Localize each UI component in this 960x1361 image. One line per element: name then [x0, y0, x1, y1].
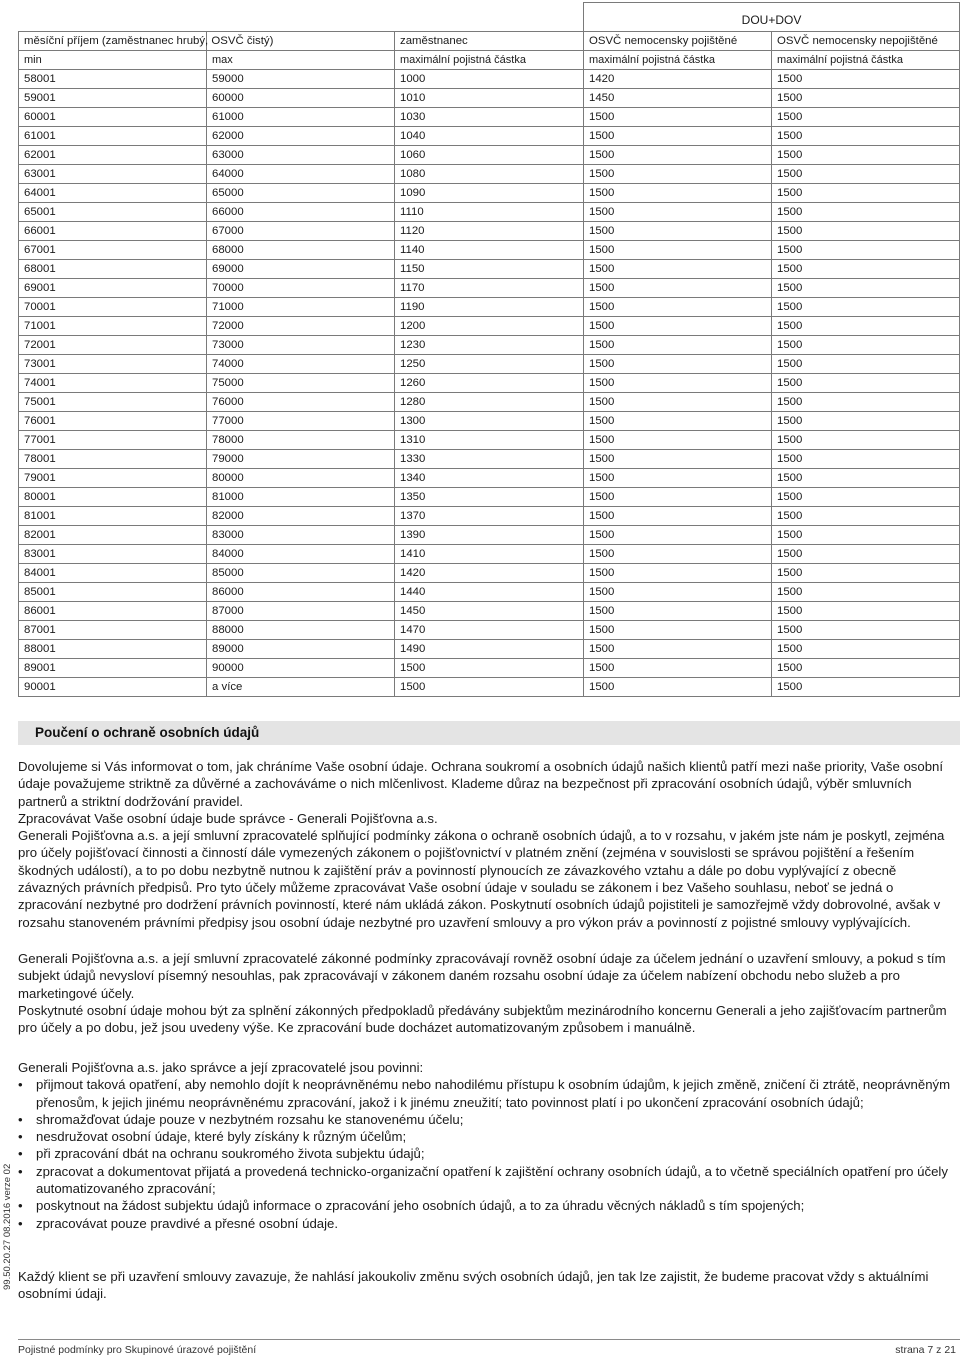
cell-employee-amount: 1150: [395, 260, 584, 279]
table-row: [19, 336, 960, 355]
cell-max: 82000: [207, 507, 395, 526]
cell-osvc-insured-amount: 1500: [584, 203, 772, 222]
cell-osvc-insured-amount: 1500: [584, 678, 772, 697]
cell-osvc-uninsured-amount: 1500: [772, 89, 960, 108]
cell-min: 65001: [19, 203, 207, 222]
header-osvc-insured: OSVČ nemocensky pojištěné: [584, 32, 772, 51]
cell-osvc-insured-amount: 1500: [584, 564, 772, 583]
cell-osvc-insured-amount: 1500: [584, 222, 772, 241]
table-row: [19, 659, 960, 678]
table-row: [19, 374, 960, 393]
cell-osvc-uninsured-amount: 1500: [772, 488, 960, 507]
table-row: [19, 298, 960, 317]
cell-max: 83000: [207, 526, 395, 545]
cell-min: 79001: [19, 469, 207, 488]
notice-header-bar: [18, 721, 960, 745]
cell-employee-amount: 1060: [395, 146, 584, 165]
table-row: [19, 564, 960, 583]
cell-osvc-insured-amount: 1500: [584, 488, 772, 507]
notice-paragraph-final: Každý klient se při uzavření smlouvy zavazuje, že nahlásí jakoukoliv změnu svých osobních údajů, jen tak lze zajistit, že budeme pracovat vždy s aktuálními osobními údaji.: [18, 1269, 929, 1302]
table-row: [19, 621, 960, 640]
cell-osvc-insured-amount: 1500: [584, 659, 772, 678]
cell-min: 75001: [19, 393, 207, 412]
cell-max: 84000: [207, 545, 395, 564]
notice-paragraph-marketing: Generali Pojišťovna a.s. a její smluvní zpracovatelé zákonné podmínky zpracovávají rovněž osobní údaje za účelem jednání o uzavření smlouvy, a pokud s tím subjekt údajů nevysloví písemný nesouhlas, pak zpracovávají v zákonem daném rozsahu osobní údaje za účelem nabízení obchodu nebo služeb a pro marketingové účely.: [18, 951, 946, 1001]
obligation-item: • poskytnout na žádost subjektu údajů informace o zpracování jeho osobních údajů, a to za úhradu věcných nákladů s tím spojených;: [18, 1197, 960, 1214]
table-row: [19, 678, 960, 697]
cell-min: 76001: [19, 412, 207, 431]
cell-employee-amount: 1340: [395, 469, 584, 488]
cell-osvc-uninsured-amount: 1500: [772, 602, 960, 621]
cell-osvc-insured-amount: 1500: [584, 602, 772, 621]
cell-employee-amount: 1390: [395, 526, 584, 545]
cell-min: 62001: [19, 146, 207, 165]
cell-osvc-insured-amount: 1500: [584, 469, 772, 488]
cell-min: 78001: [19, 450, 207, 469]
cell-osvc-insured-amount: 1500: [584, 165, 772, 184]
cell-max: 80000: [207, 469, 395, 488]
group-header-row: [19, 3, 960, 32]
cell-osvc-insured-amount: 1500: [584, 279, 772, 298]
cell-max: 65000: [207, 184, 395, 203]
cell-osvc-insured-amount: 1500: [584, 640, 772, 659]
cell-osvc-uninsured-amount: 1500: [772, 317, 960, 336]
cell-min: 73001: [19, 355, 207, 374]
footer-document-title: Pojistné podmínky pro Skupinové úrazové pojištění: [18, 1344, 257, 1356]
table-row: [19, 260, 960, 279]
cell-min: 67001: [19, 241, 207, 260]
table-row: [19, 317, 960, 336]
cell-osvc-insured-amount: 1500: [584, 393, 772, 412]
cell-osvc-insured-amount: 1500: [584, 336, 772, 355]
table-row: [19, 165, 960, 184]
cell-min: 72001: [19, 336, 207, 355]
cell-max: 66000: [207, 203, 395, 222]
cell-osvc-insured-amount: 1500: [584, 431, 772, 450]
table-row: [19, 583, 960, 602]
cell-osvc-uninsured-amount: 1500: [772, 127, 960, 146]
cell-osvc-uninsured-amount: 1500: [772, 222, 960, 241]
cell-max: 78000: [207, 431, 395, 450]
cell-max: 79000: [207, 450, 395, 469]
table-row: [19, 203, 960, 222]
table-row: [19, 355, 960, 374]
cell-osvc-uninsured-amount: 1500: [772, 298, 960, 317]
table-row: [19, 640, 960, 659]
cell-max: 86000: [207, 583, 395, 602]
cell-osvc-insured-amount: 1500: [584, 583, 772, 602]
cell-max: 77000: [207, 412, 395, 431]
cell-osvc-uninsured-amount: 1500: [772, 70, 960, 89]
table-row: [19, 127, 960, 146]
cell-osvc-insured-amount: 1420: [584, 70, 772, 89]
cell-osvc-insured-amount: 1500: [584, 317, 772, 336]
cell-employee-amount: 1280: [395, 393, 584, 412]
cell-osvc-uninsured-amount: 1500: [772, 545, 960, 564]
cell-max: 76000: [207, 393, 395, 412]
cell-max: 74000: [207, 355, 395, 374]
cell-max: 81000: [207, 488, 395, 507]
cell-employee-amount: 1190: [395, 298, 584, 317]
header-employee: zaměstnanec: [395, 32, 584, 51]
cell-min: 71001: [19, 317, 207, 336]
table-row: [19, 222, 960, 241]
cell-min: 59001: [19, 89, 207, 108]
cell-max: 85000: [207, 564, 395, 583]
subheader-row: [19, 51, 960, 70]
cell-min: 74001: [19, 374, 207, 393]
cell-osvc-uninsured-amount: 1500: [772, 659, 960, 678]
table-row: [19, 412, 960, 431]
obligation-item: • přijmout taková opatření, aby nemohlo dojít k neoprávněnému nebo nahodilému přístupu k osobním údajům, k jejich změně, zničení či ztrátě, neoprávněným přenosům, k jejich jinému neoprávněnému zpracování, jakož i k jinému zneužití; tato povinnost platí i po ukončení zpracování osobních údajů;: [18, 1076, 960, 1111]
cell-employee-amount: 1450: [395, 602, 584, 621]
table-row: [19, 89, 960, 108]
cell-osvc-insured-amount: 1500: [584, 146, 772, 165]
table-row: [19, 146, 960, 165]
cell-osvc-insured-amount: 1500: [584, 298, 772, 317]
cell-min: 70001: [19, 298, 207, 317]
table-row: [19, 526, 960, 545]
notice-paragraph-obligations: Generali Pojišťovna a.s. jako správce a její zpracovatelé jsou povinni:: [18, 1060, 424, 1075]
cell-min: 88001: [19, 640, 207, 659]
cell-osvc-insured-amount: 1500: [584, 184, 772, 203]
header-income: měsíční příjem (zaměstnanec hrubý, OSVČ čistý): [19, 32, 207, 51]
cell-osvc-insured-amount: 1500: [584, 621, 772, 640]
cell-employee-amount: 1010: [395, 89, 584, 108]
cell-employee-amount: 1410: [395, 545, 584, 564]
notice-title: Poučení o ochraně osobních údajů: [35, 725, 260, 740]
cell-min: 85001: [19, 583, 207, 602]
cell-osvc-insured-amount: 1500: [584, 374, 772, 393]
cell-osvc-insured-amount: 1500: [584, 412, 772, 431]
cell-osvc-uninsured-amount: 1500: [772, 241, 960, 260]
cell-osvc-uninsured-amount: 1500: [772, 412, 960, 431]
table-row: [19, 431, 960, 450]
cell-osvc-insured-amount: 1500: [584, 108, 772, 127]
cell-max: 89000: [207, 640, 395, 659]
cell-osvc-insured-amount: 1500: [584, 450, 772, 469]
obligation-item: • zpracovat a dokumentovat přijatá a provedená technicko-organizační opatření k zajištění ochrany osobních údajů, a to včetně speciálních opatření pro účely automatizovaného zpracování;: [18, 1163, 960, 1198]
cell-min: 63001: [19, 165, 207, 184]
document-code: 99.50.20.27 08.2016 verze 02: [2, 1163, 13, 1290]
cell-osvc-insured-amount: 1500: [584, 127, 772, 146]
cell-osvc-uninsured-amount: 1500: [772, 165, 960, 184]
cell-osvc-uninsured-amount: 1500: [772, 469, 960, 488]
cell-min: 90001: [19, 678, 207, 697]
cell-osvc-uninsured-amount: 1500: [772, 526, 960, 545]
cell-min: 58001: [19, 70, 207, 89]
cell-min: 69001: [19, 279, 207, 298]
cell-osvc-uninsured-amount: 1500: [772, 355, 960, 374]
cell-employee-amount: 1500: [395, 659, 584, 678]
notice-paragraph-transfer: Poskytnuté osobní údaje mohou být za splnění zákonných předpokladů předávány subjektům mezinárodního koncernu Generali a jeho zajišťovacím partnerům pro účely a po dobu, jež jsou uvedeny výše. Ke zpracování bude docházet automatizovaným způsobem i manuálně.: [18, 1002, 947, 1036]
cell-osvc-uninsured-amount: 1500: [772, 260, 960, 279]
notice-paragraph-intro: Dovolujeme si Vás informovat o tom, jak chráníme Vaše osobní údaje. Ochrana soukromí a osobních údajů našich klientů patří mezi naše priority, Vaše osobní údaje považujeme striktně za důvěrné a zachováváme o nich mlčenlivost. Klademe důraz na bezpečnost při zpracování osobních údajů, výběr smluvních partnerů a striktní dodržování pravidel.: [18, 759, 944, 809]
cell-max: 70000: [207, 279, 395, 298]
notice-intro-block: [18, 758, 960, 931]
table-row: [19, 488, 960, 507]
table-row: [19, 602, 960, 621]
cell-employee-amount: 1250: [395, 355, 584, 374]
table-row: [19, 469, 960, 488]
subheader-amount-employee: maximální pojistná částka: [395, 51, 584, 70]
cell-max: 68000: [207, 241, 395, 260]
footer-page-number: strana 7 z 21: [895, 1344, 956, 1356]
cell-min: 82001: [19, 526, 207, 545]
cell-employee-amount: 1490: [395, 640, 584, 659]
cell-employee-amount: 1040: [395, 127, 584, 146]
header-osvc-uninsured: OSVČ nemocensky nepojištěné: [772, 32, 960, 51]
notice-paragraph-controller: Zpracovávat Vaše osobní údaje bude správce - Generali Pojišťovna a.s.: [18, 810, 438, 826]
cell-osvc-uninsured-amount: 1500: [772, 678, 960, 697]
subheader-amount-osvc-uninsured: maximální pojistná částka: [772, 51, 960, 70]
cell-max: 67000: [207, 222, 395, 241]
cell-osvc-insured-amount: 1500: [584, 507, 772, 526]
cell-min: 64001: [19, 184, 207, 203]
cell-osvc-uninsured-amount: 1500: [772, 108, 960, 127]
cell-max: 88000: [207, 621, 395, 640]
cell-max: a více: [207, 678, 395, 697]
cell-osvc-insured-amount: 1450: [584, 89, 772, 108]
obligation-item: • při zpracování dbát na ochranu soukromého života subjektu údajů;: [18, 1145, 960, 1162]
notice-obligations-block: [18, 1059, 960, 1232]
cell-max: 69000: [207, 260, 395, 279]
cell-employee-amount: 1090: [395, 184, 584, 203]
cell-employee-amount: 1470: [395, 621, 584, 640]
cell-max: 63000: [207, 146, 395, 165]
cell-employee-amount: 1260: [395, 374, 584, 393]
cell-min: 61001: [19, 127, 207, 146]
cell-osvc-uninsured-amount: 1500: [772, 431, 960, 450]
cell-max: 64000: [207, 165, 395, 184]
cell-min: 80001: [19, 488, 207, 507]
cell-employee-amount: 1080: [395, 165, 584, 184]
cell-osvc-uninsured-amount: 1500: [772, 507, 960, 526]
cell-employee-amount: 1000: [395, 70, 584, 89]
cell-max: 73000: [207, 336, 395, 355]
cell-employee-amount: 1110: [395, 203, 584, 222]
cell-osvc-uninsured-amount: 1500: [772, 146, 960, 165]
cell-osvc-uninsured-amount: 1500: [772, 203, 960, 222]
cell-max: 72000: [207, 317, 395, 336]
cell-max: 60000: [207, 89, 395, 108]
cell-osvc-uninsured-amount: 1500: [772, 621, 960, 640]
cell-employee-amount: 1330: [395, 450, 584, 469]
cell-osvc-uninsured-amount: 1500: [772, 374, 960, 393]
subheader-amount-osvc-insured: maximální pojistná částka: [584, 51, 772, 70]
cell-min: 60001: [19, 108, 207, 127]
table-row: [19, 70, 960, 89]
cell-osvc-insured-amount: 1500: [584, 355, 772, 374]
cell-max: 59000: [207, 70, 395, 89]
cell-osvc-uninsured-amount: 1500: [772, 583, 960, 602]
cell-employee-amount: 1120: [395, 222, 584, 241]
cell-employee-amount: 1230: [395, 336, 584, 355]
cell-max: 61000: [207, 108, 395, 127]
cell-osvc-uninsured-amount: 1500: [772, 336, 960, 355]
cell-employee-amount: 1370: [395, 507, 584, 526]
cell-min: 81001: [19, 507, 207, 526]
cell-min: 77001: [19, 431, 207, 450]
cell-max: 71000: [207, 298, 395, 317]
notice-marketing-block: [18, 950, 960, 1036]
cell-employee-amount: 1030: [395, 108, 584, 127]
cell-employee-amount: 1500: [395, 678, 584, 697]
subheader-min: min: [19, 51, 207, 70]
table-row: [19, 184, 960, 203]
table-row: [19, 108, 960, 127]
table-row: [19, 393, 960, 412]
group-header-blank: [19, 3, 584, 32]
table-row: [19, 279, 960, 298]
obligation-item: • shromažďovat údaje pouze v nezbytném rozsahu ke stanovenému účelu;: [18, 1111, 960, 1128]
cell-employee-amount: 1170: [395, 279, 584, 298]
cell-min: 83001: [19, 545, 207, 564]
table-row: [19, 241, 960, 260]
rates-table-body: [19, 3, 960, 697]
cell-max: 90000: [207, 659, 395, 678]
obligation-item: • nesdružovat osobní údaje, které byly získány k různým účelům;: [18, 1128, 960, 1145]
footer-divider: [18, 1339, 960, 1340]
cell-min: 87001: [19, 621, 207, 640]
cell-min: 89001: [19, 659, 207, 678]
cell-osvc-uninsured-amount: 1500: [772, 450, 960, 469]
cell-max: 62000: [207, 127, 395, 146]
cell-osvc-uninsured-amount: 1500: [772, 393, 960, 412]
obligation-item: • zpracovávat pouze pravdivé a přesné osobní údaje.: [18, 1215, 960, 1232]
cell-employee-amount: 1310: [395, 431, 584, 450]
cell-osvc-uninsured-amount: 1500: [772, 640, 960, 659]
table-row: [19, 545, 960, 564]
obligations-list: [18, 1076, 960, 1232]
header-row: [19, 32, 960, 51]
cell-employee-amount: 1200: [395, 317, 584, 336]
cell-min: 68001: [19, 260, 207, 279]
cell-osvc-insured-amount: 1500: [584, 260, 772, 279]
cell-osvc-uninsured-amount: 1500: [772, 184, 960, 203]
cell-employee-amount: 1140: [395, 241, 584, 260]
cell-osvc-uninsured-amount: 1500: [772, 279, 960, 298]
table-row: [19, 507, 960, 526]
table-row: [19, 450, 960, 469]
cell-osvc-insured-amount: 1500: [584, 545, 772, 564]
cell-osvc-insured-amount: 1500: [584, 241, 772, 260]
cell-employee-amount: 1300: [395, 412, 584, 431]
cell-employee-amount: 1350: [395, 488, 584, 507]
cell-osvc-insured-amount: 1500: [584, 526, 772, 545]
cell-max: 75000: [207, 374, 395, 393]
subheader-max: max: [207, 51, 395, 70]
cell-max: 87000: [207, 602, 395, 621]
cell-employee-amount: 1440: [395, 583, 584, 602]
cell-min: 86001: [19, 602, 207, 621]
notice-paragraph-processing: Generali Pojišťovna a.s. a její smluvní zpracovatelé splňující podmínky zákona o ochraně osobních údajů, a to v rozsahu, v jakém jste nám je poskytl, zejména pro účely pojišťovací činnosti a činností dále vymezených zákonem o pojišťovnictví v platném znění (zejména v souvislosti se správou pojištění a řešením škodných událostí), a to po dobu nezbytně nutnou k zajištění práv a povinností plynoucích ze závazkového vztahu a dále po dobu vyplývající z obecně závazných právních předpisů. Pro tyto účely můžeme zpracovávat Vaše osobní údaje v souladu se zákonem i bez Vašeho souhlasu, neboť se jedná o zpracování nezbytné pro dodržení právních povinností, které nám ukládá zákon. Poskytnutí osobních údajů pojistiteli je samozřejmě vždy dobrovolné, avšak v rozsahu stanoveném právními předpisy jsou osobní údaje nezbytné pro uzavření smlouvy a pro výkon práv a povinností z pojistné smlouvy vyplývajících.: [18, 828, 945, 930]
cell-min: 66001: [19, 222, 207, 241]
insurance-rates-table: [18, 2, 960, 697]
cell-osvc-uninsured-amount: 1500: [772, 564, 960, 583]
cell-min: 84001: [19, 564, 207, 583]
group-header-dou-dov: DOU+DOV: [584, 3, 960, 32]
cell-employee-amount: 1420: [395, 564, 584, 583]
